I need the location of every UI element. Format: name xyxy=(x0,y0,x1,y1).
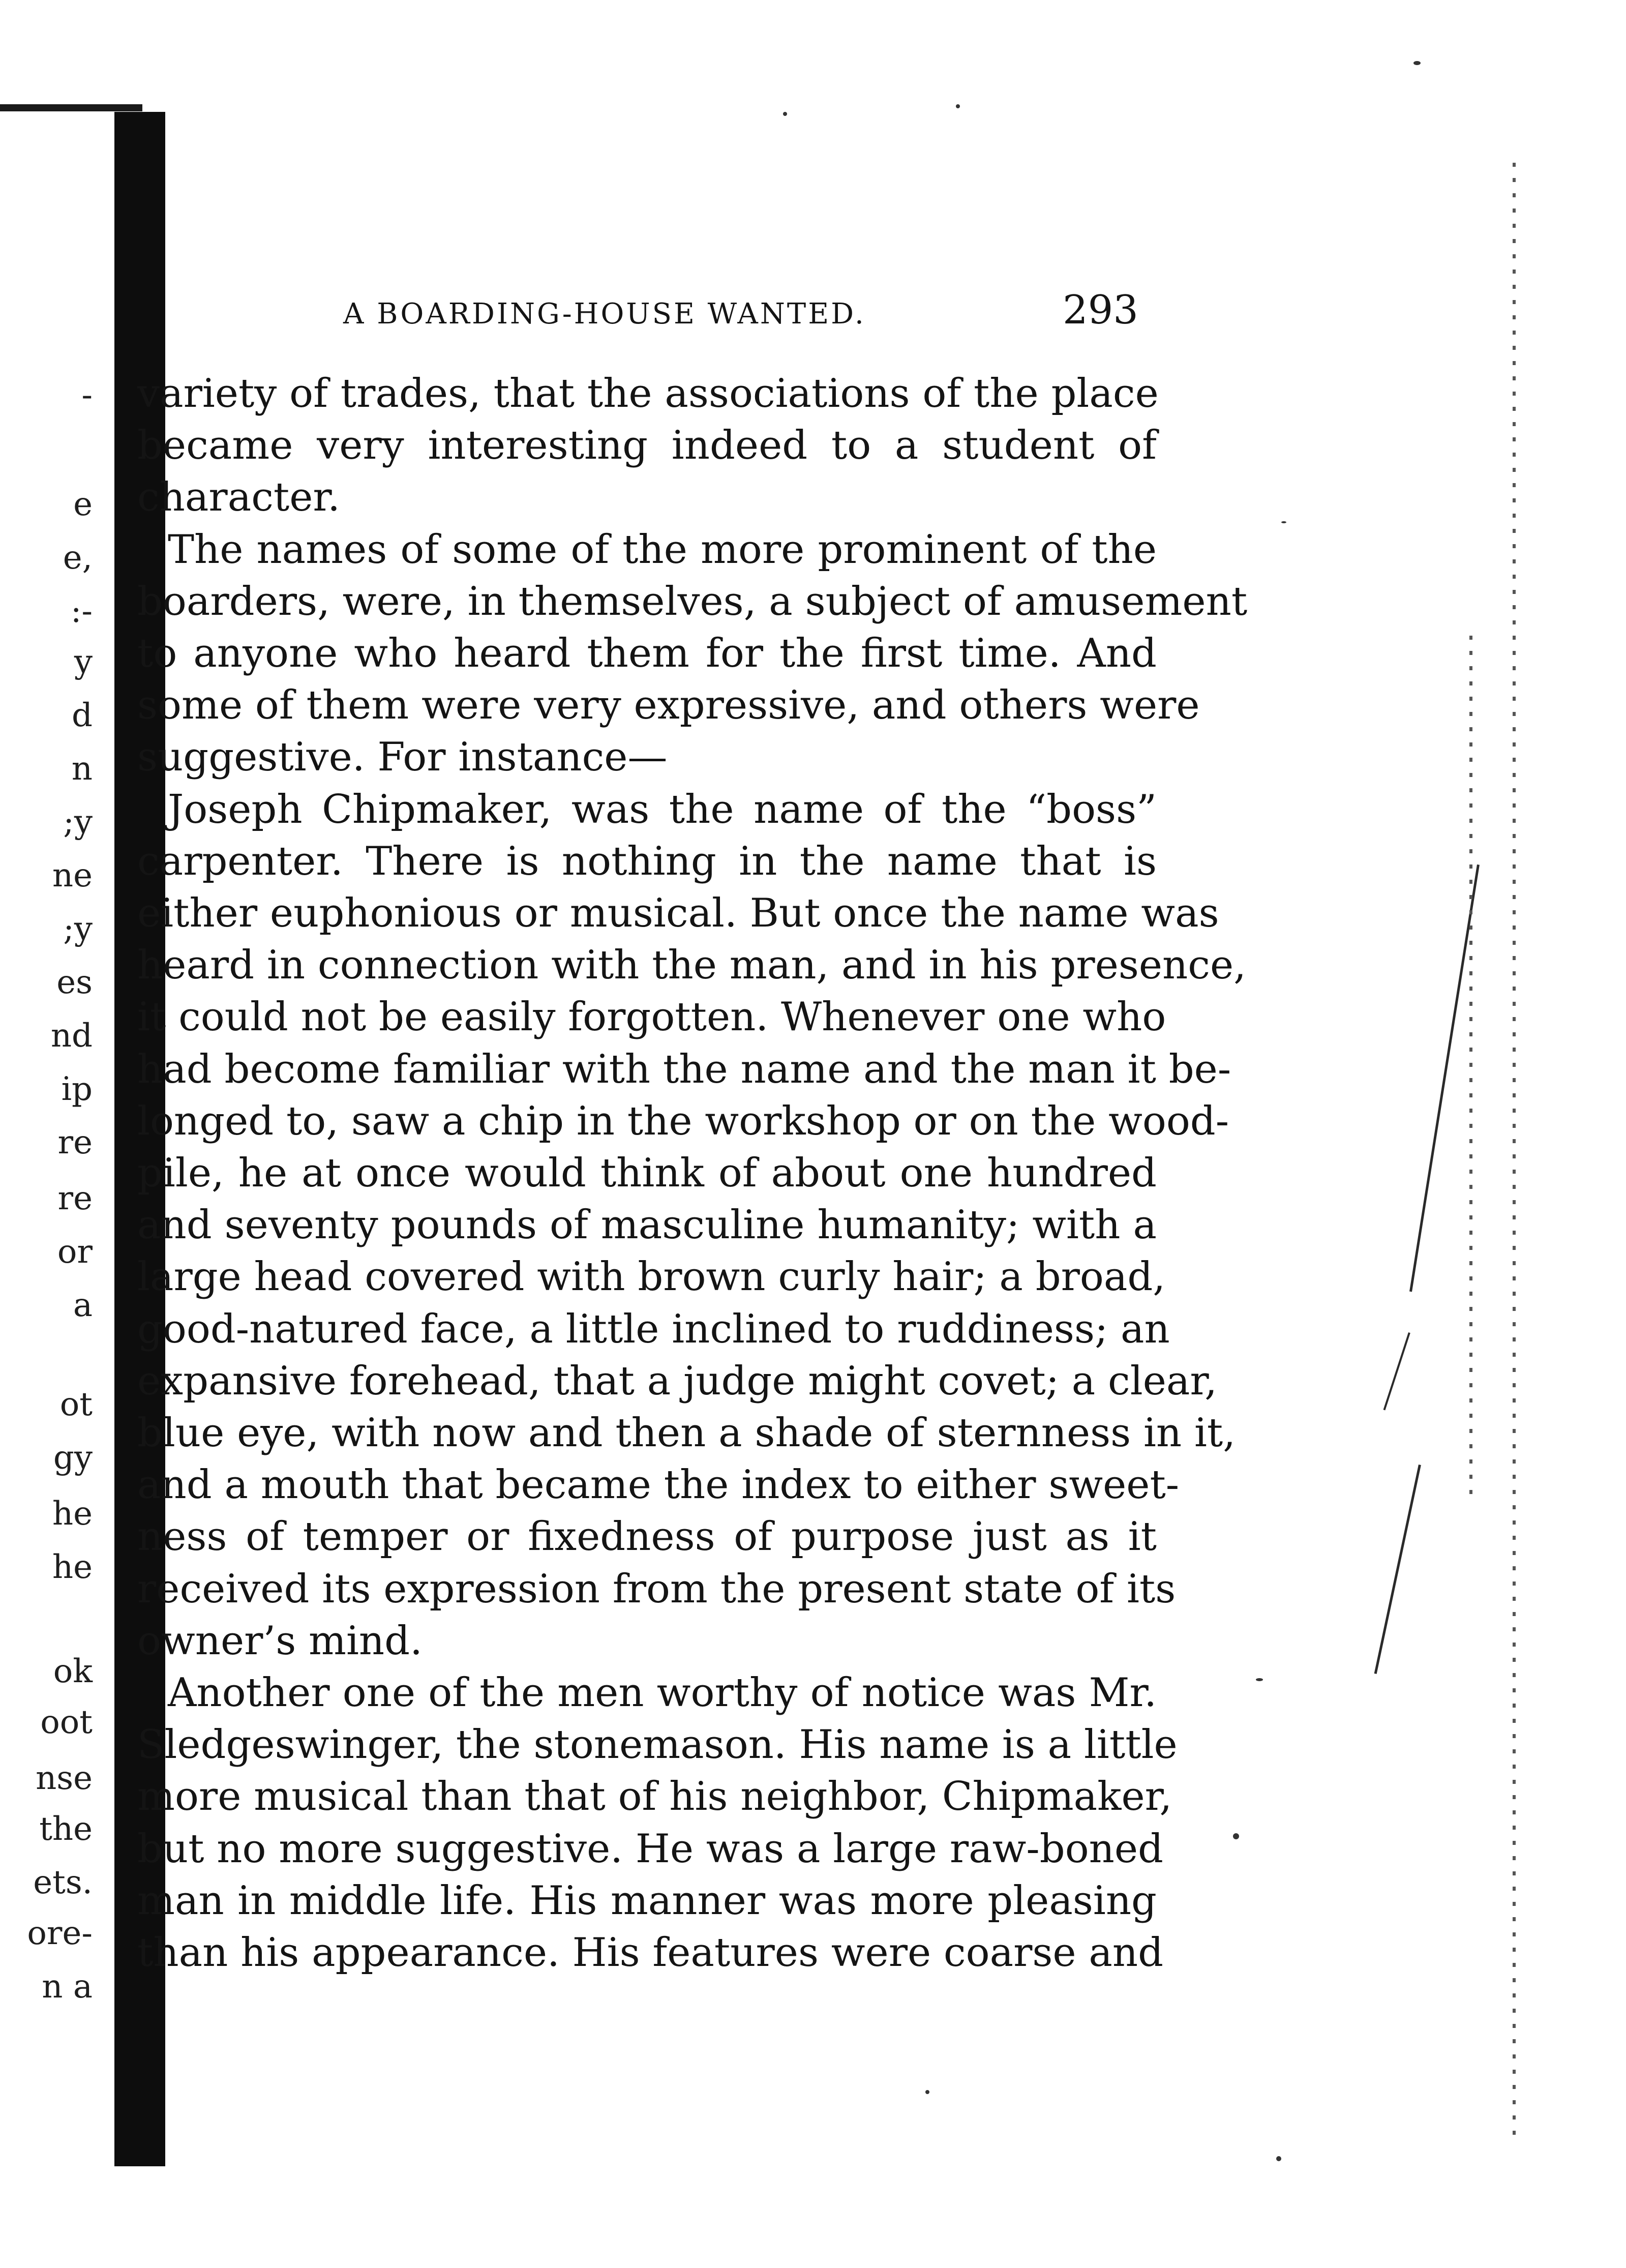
facing-page-fragment: ore- xyxy=(27,1915,93,1952)
text-line: suggestive. For instance— xyxy=(137,734,668,781)
facing-page-fragment: nse xyxy=(36,1759,93,1797)
facing-page-fragment: ;y xyxy=(63,803,93,841)
facing-page-fragment: ne xyxy=(52,857,93,894)
scan-speck xyxy=(1276,2156,1281,2161)
text-line: The names of some of the more prominent of the xyxy=(168,526,1157,573)
facing-page-fragment: re xyxy=(57,1124,93,1161)
text-line: it could not be easily forgotten. Whenever one who xyxy=(137,994,1166,1040)
page-number: 293 xyxy=(1063,287,1138,333)
text-line: expansive forehead, that a judge might covet; a clear, xyxy=(137,1358,1217,1404)
facing-page-fragment: n xyxy=(71,750,93,788)
facing-page-fragment: ok xyxy=(53,1653,93,1690)
facing-page-fragment: the xyxy=(39,1810,93,1848)
facing-page-fragment: d xyxy=(72,697,93,734)
text-line: owner’s mind. xyxy=(137,1618,423,1664)
text-line: Sledgeswinger, the stonemason. His name is a little xyxy=(137,1722,1178,1768)
facing-page-fragment: gy xyxy=(53,1439,93,1477)
facing-page-fragment: oot xyxy=(40,1704,93,1741)
text-line: pile, he at once would think of about one hundred xyxy=(137,1150,1157,1196)
scan-speck xyxy=(1256,1678,1263,1681)
text-line: became very interesting indeed to a student of xyxy=(137,423,1157,469)
facing-page-fragment: n a xyxy=(42,1968,93,2006)
facing-page-fragment: - xyxy=(81,376,93,414)
facing-page-fragment: :- xyxy=(70,592,93,630)
text-line: and a mouth that became the index to either sweet- xyxy=(137,1462,1180,1508)
text-line: either euphonious or musical. But once the name was xyxy=(137,890,1219,936)
scan-speck xyxy=(783,112,787,116)
text-line: received its expression from the present state of its xyxy=(137,1566,1176,1612)
facing-page-fragment: or xyxy=(57,1233,93,1271)
text-line: Another one of the men worthy of notice was Mr. xyxy=(168,1670,1157,1716)
facing-page-fragment: ot xyxy=(59,1386,93,1423)
scan-speck xyxy=(956,104,960,108)
scan-speck xyxy=(925,2090,929,2094)
facing-page-fragment: ets. xyxy=(33,1864,93,1901)
text-line: longed to, saw a chip in the workshop or on the wood- xyxy=(137,1098,1229,1144)
text-line: man in middle life. His manner was more pleasing xyxy=(137,1877,1157,1924)
scan-speck xyxy=(1413,61,1421,65)
text-line: carpenter. There is nothing in the name that is xyxy=(137,838,1157,884)
facing-page-fragment: ip xyxy=(61,1070,93,1108)
facing-page-fragment: he xyxy=(52,1548,93,1586)
text-line: had become familiar with the name and the man it be- xyxy=(137,1046,1231,1092)
scan-speck xyxy=(1281,521,1286,523)
facing-page-fragment: he xyxy=(52,1495,93,1533)
text-line: good-natured face, a little inclined to ruddiness; an xyxy=(137,1306,1170,1352)
text-line: character. xyxy=(137,474,340,521)
facing-page-fragment: a xyxy=(73,1287,93,1324)
text-line: to anyone who heard them for the first time. And xyxy=(137,631,1157,676)
text-line: than his appearance. His features were coarse and xyxy=(137,1930,1164,1976)
text-line: and seventy pounds of masculine humanity; with a xyxy=(137,1202,1157,1248)
text-line: heard in connection with the man, and in his presence, xyxy=(137,942,1246,989)
scan-artifact-dots xyxy=(1513,163,1516,2146)
facing-page-fragment: e, xyxy=(63,539,93,577)
text-line: large head covered with brown curly hair; a broad, xyxy=(137,1254,1166,1300)
text-line: Joseph Chipmaker, was the name of the “boss” xyxy=(168,786,1157,832)
running-head: A BOARDING-HOUSE WANTED. xyxy=(343,297,866,331)
facing-page-fragment: nd xyxy=(50,1017,93,1055)
text-line: blue eye, with now and then a shade of sternness in it, xyxy=(137,1410,1236,1456)
facing-page-fragment: y xyxy=(74,643,93,681)
scan-artifact-dots xyxy=(1469,636,1472,1500)
scan-speck xyxy=(1233,1833,1239,1839)
text-line: ness of temper or fixedness of purpose just as it xyxy=(137,1514,1157,1560)
text-line: variety of trades, that the associations of the place xyxy=(137,371,1159,416)
facing-page-fragment: re xyxy=(57,1180,93,1217)
facing-page-fragment: e xyxy=(73,486,93,523)
text-line: some of them were very expressive, and others were xyxy=(137,682,1200,729)
text-line: more musical than that of his neighbor, Chipmaker, xyxy=(137,1774,1172,1820)
text-line: but no more suggestive. He was a large raw-boned xyxy=(137,1826,1163,1872)
facing-page-fragment: es xyxy=(56,964,93,1001)
facing-page-fragment: ;y xyxy=(63,910,93,948)
text-line: boarders, were, in themselves, a subject of amusement xyxy=(137,578,1248,624)
